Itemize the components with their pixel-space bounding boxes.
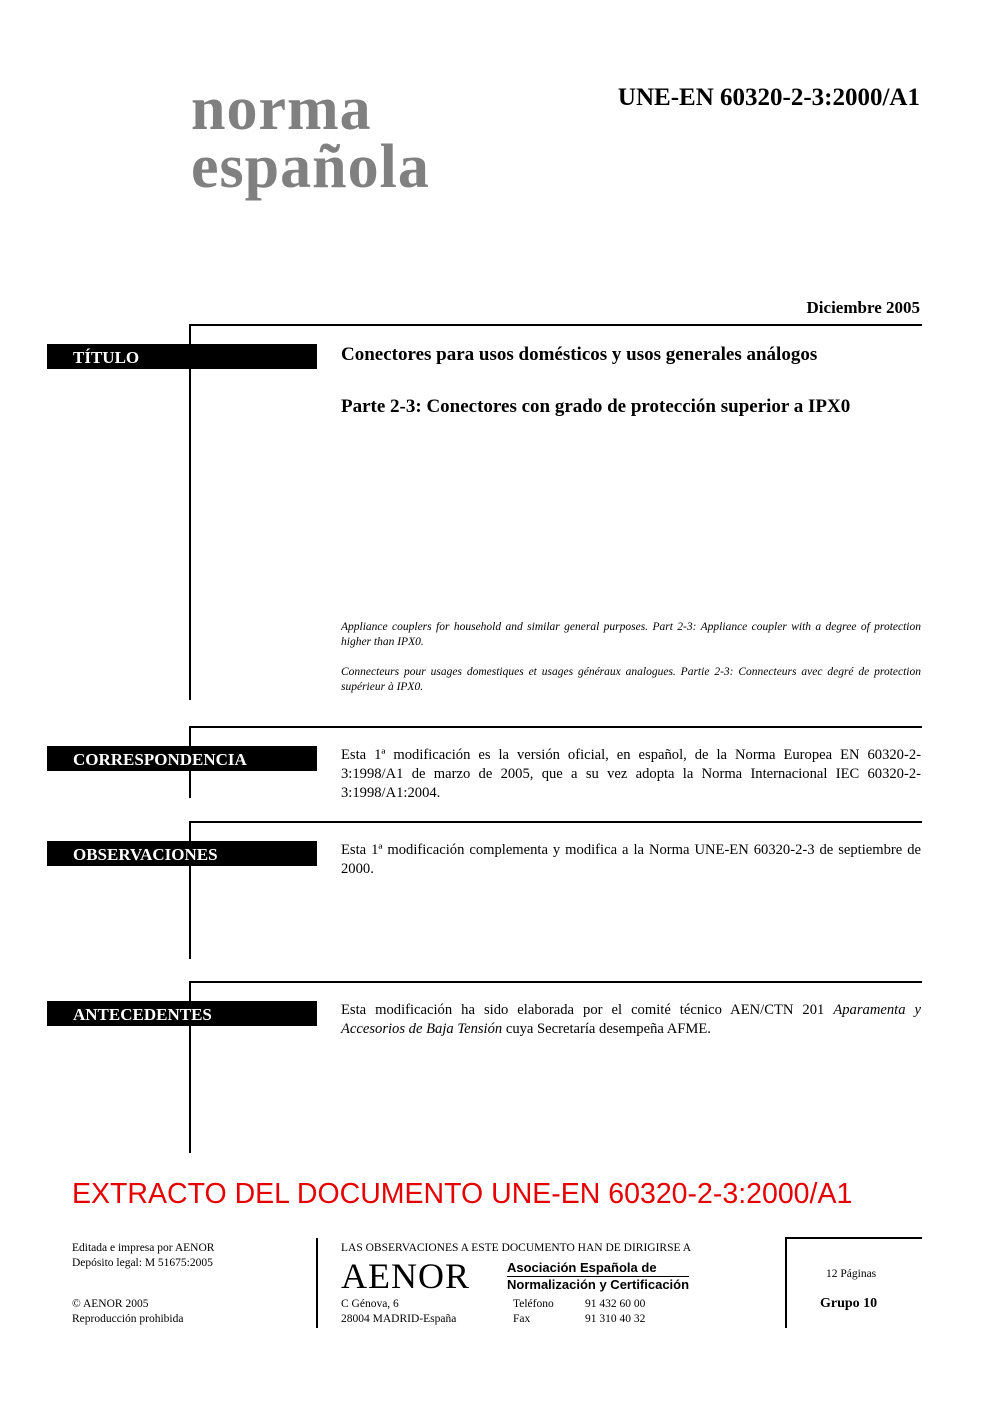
extract-banner: EXTRACTO DEL DOCUMENTO UNE-EN 60320-2-3:2000/A1 [72, 1178, 853, 1210]
assoc-line-2: Normalización y Certificación [507, 1277, 690, 1292]
antecedentes-text-start: Esta modificación ha sido elaborada por el comité técnico AEN/CTN 201 [341, 1002, 834, 1018]
title-main: Conectores para usos domésticos y usos generales análogos [341, 344, 818, 365]
correspondencia-label: CORRESPONDENCIA [47, 746, 317, 771]
phone-label: Teléfono [513, 1298, 554, 1310]
antecedentes-top-rule [189, 981, 922, 983]
phone-value: 91 432 60 00 [585, 1298, 646, 1310]
footer-reproduction: Reproducción prohibida [72, 1313, 184, 1325]
footer-address [341, 1297, 456, 1327]
antecedentes-text [341, 1001, 921, 1039]
antecedentes-text-end: cuya Secretaría desempeña AFME. [502, 1021, 711, 1037]
title-part: Parte 2-3: Conectores con grado de protección superior a IPX0 [341, 396, 851, 417]
titulo-side-rule [189, 324, 191, 700]
page-count: 12 Páginas [826, 1268, 877, 1280]
footer-copyright: © AENOR 2005 [72, 1298, 149, 1310]
pages-box-side-rule [785, 1237, 787, 1328]
brand-line-1: norma [191, 75, 372, 143]
observaciones-text: Esta 1ª modificación complementa y modifica a la Norma UNE-EN 60320-2-3 de septiembre de 2000. [341, 842, 921, 877]
aenor-logo: AENOR [341, 1256, 470, 1296]
brand-line-2: española [191, 133, 430, 201]
footer-edited-by: Editada e impresa por AENOR [72, 1242, 215, 1254]
title-french: Connecteurs pour usages domestiques et usages généraux analogues. Partie 2-3: Connecteurs avec degré de protection supérieur à IPX0. [341, 666, 921, 693]
correspondencia-top-rule [189, 726, 922, 728]
standard-code: UNE-EN 60320-2-3:2000/A1 [617, 84, 920, 111]
titulo-top-rule [189, 324, 922, 326]
titulo-label: TÍTULO [47, 344, 317, 369]
footer-edition-info [72, 1241, 214, 1271]
footer-rights [72, 1297, 183, 1327]
pages-box-top-rule [785, 1237, 922, 1239]
brand-title [191, 75, 430, 201]
assoc-line-1: Asociación Española de [507, 1260, 657, 1275]
address-line-2: 28004 MADRID-España [341, 1313, 457, 1325]
footer-contact-labels [513, 1297, 554, 1327]
title-english: Appliance couplers for household and similar general purposes. Part 2-3: Appliance coupler with a degree of protection higher than IPX0. [341, 621, 921, 648]
fax-value: 91 310 40 32 [585, 1313, 646, 1325]
observaciones-label: OBSERVACIONES [47, 841, 317, 866]
publication-date: Diciembre 2005 [806, 298, 920, 317]
fax-label: Fax [513, 1313, 531, 1325]
price-group: Grupo 10 [820, 1296, 878, 1311]
footer-contact-values [585, 1297, 645, 1327]
aenor-association-name [507, 1260, 689, 1293]
antecedentes-label: ANTECEDENTES [47, 1001, 317, 1026]
antecedentes-committee-name: Aparamenta y Accesorios de Baja Tensión [341, 1002, 921, 1037]
correspondencia-text: Esta 1ª modificación es la versión oficial, en español, de la Norma Europea EN 60320-2-3:1998/A1 de marzo de 2005, que a su vez adopta la Norma Internacional IEC 60320-2-3:1998/A1:2004. [341, 747, 921, 801]
address-line-1: C Génova, 6 [341, 1298, 399, 1310]
observaciones-top-rule [189, 821, 922, 823]
footer-deposito: Depósito legal: M 51675:2005 [72, 1257, 213, 1269]
footer-divider-left [316, 1238, 318, 1328]
footer-observations-note: LAS OBSERVACIONES A ESTE DOCUMENTO HAN DE DIRIGIRSE A [341, 1242, 692, 1254]
